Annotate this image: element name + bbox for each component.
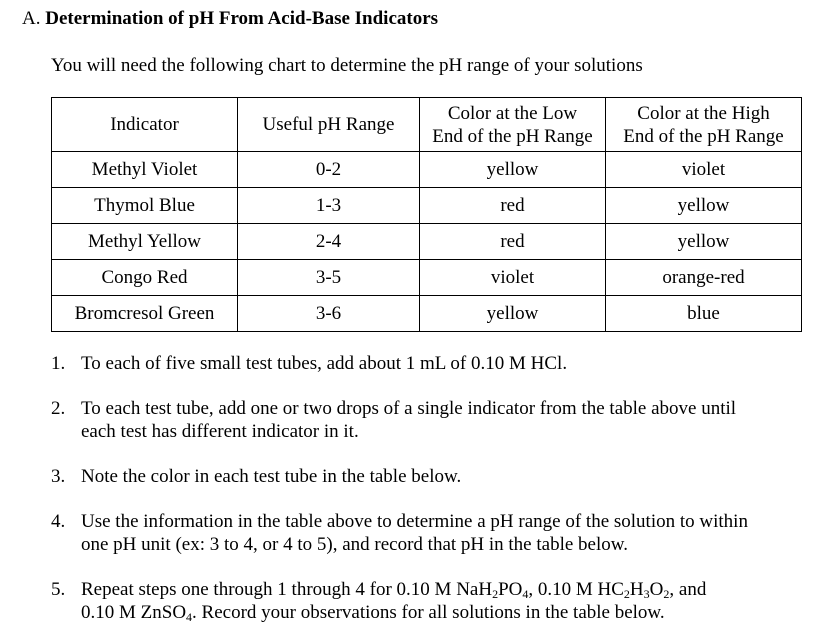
step-text-part: , 0.10 M HC [528, 579, 624, 600]
cell-indicator: Thymol Blue [52, 188, 238, 224]
step-text: To each of five small test tubes, add about 1 mL of 0.10 M HCl. [81, 353, 568, 374]
step-text-line2: one pH unit (ex: 3 to 4, or 4 to 5), and record that pH in the table below. [81, 534, 628, 555]
step-text-part: 0.10 M ZnSO [81, 602, 187, 623]
cell-high: yellow [606, 224, 802, 260]
header-low-color [420, 98, 606, 152]
table-row [52, 260, 802, 296]
cell-range: 1-3 [238, 188, 420, 224]
step-item [51, 510, 801, 556]
step-text-part: . Record your observations for all solutions in the table below. [192, 602, 665, 623]
cell-indicator: Methyl Violet [52, 152, 238, 188]
cell-indicator: Bromcresol Green [52, 296, 238, 332]
step-item [51, 397, 801, 443]
cell-range: 0-2 [238, 152, 420, 188]
subscript: 2 [663, 587, 670, 601]
table-header-row [52, 98, 802, 152]
header-low-line2: End of the pH Range [432, 125, 593, 147]
cell-low: red [420, 224, 606, 260]
step-text-part: Repeat steps one through 1 through 4 for 0.10 M NaH [81, 579, 493, 600]
step-number: 1. [51, 353, 66, 374]
header-indicator: Indicator [52, 98, 238, 152]
procedure-steps [51, 352, 801, 624]
intro-text: You will need the following chart to determine the pH range of your solutions [51, 55, 643, 76]
cell-low: violet [420, 260, 606, 296]
cell-low: yellow [420, 296, 606, 332]
cell-indicator: Congo Red [52, 260, 238, 296]
cell-low: yellow [420, 152, 606, 188]
step-number: 4. [51, 511, 66, 532]
step-text: Note the color in each test tube in the table below. [81, 466, 462, 487]
cell-indicator: Methyl Yellow [52, 224, 238, 260]
step-text-line1: To each test tube, add one or two drops of a single indicator from the table above until [81, 398, 737, 419]
table-row [52, 152, 802, 188]
cell-high: orange-red [606, 260, 802, 296]
header-high-line2: End of the pH Range [623, 125, 784, 147]
header-high-color [606, 98, 802, 152]
section-title: Determination of pH From Acid-Base Indicators [45, 8, 439, 29]
step-text-part: H [629, 579, 644, 600]
step-text-line1: Use the information in the table above to determine a pH range of the solution to within [81, 511, 748, 532]
subscript: 3 [643, 587, 650, 601]
section-letter: A. [22, 8, 41, 29]
step-number: 5. [51, 579, 66, 600]
subscript: 4 [522, 587, 529, 601]
step-text-part: PO [498, 579, 523, 600]
table-row [52, 224, 802, 260]
step-number: 3. [51, 466, 66, 487]
cell-high: blue [606, 296, 802, 332]
step-item [51, 465, 801, 488]
cell-range: 3-6 [238, 296, 420, 332]
table-row [52, 188, 802, 224]
header-high-line1: Color at the High [637, 102, 770, 124]
cell-range: 3-5 [238, 260, 420, 296]
step-text-part: O [649, 579, 664, 600]
cell-low: red [420, 188, 606, 224]
subscript: 4 [186, 610, 193, 624]
cell-range: 2-4 [238, 224, 420, 260]
cell-high: violet [606, 152, 802, 188]
step-item [51, 578, 801, 624]
section-heading [22, 8, 438, 30]
step-text-line2: each test has different indicator in it. [81, 421, 359, 442]
header-low-line1: Color at the Low [447, 102, 578, 124]
step-number: 2. [51, 398, 66, 419]
subscript: 2 [623, 587, 630, 601]
cell-high: yellow [606, 188, 802, 224]
table-row [52, 296, 802, 332]
subscript: 2 [492, 587, 499, 601]
step-item [51, 352, 801, 375]
indicator-table [51, 97, 802, 332]
step-text-part: , and [669, 579, 707, 600]
header-ph-range: Useful pH Range [238, 98, 420, 152]
